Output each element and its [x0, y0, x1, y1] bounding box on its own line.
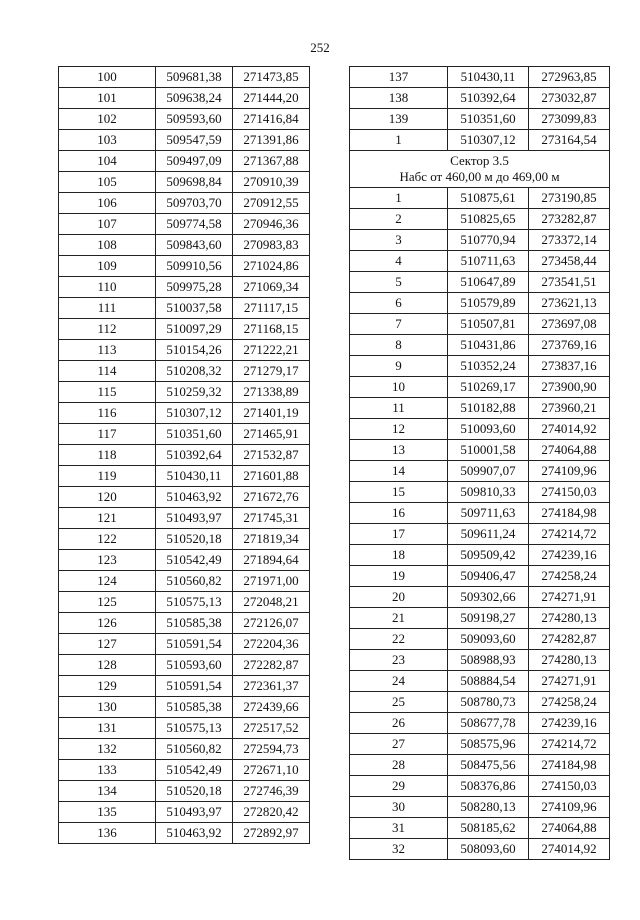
y-coordinate: 273164,54: [529, 130, 610, 151]
table-row: [350, 545, 610, 566]
point-number: 122: [59, 529, 156, 550]
point-number: 118: [59, 445, 156, 466]
point-number: 115: [59, 382, 156, 403]
point-number: 8: [350, 335, 448, 356]
table-row: [350, 650, 610, 671]
x-coordinate: 509907,07: [448, 461, 529, 482]
point-number: 100: [59, 67, 156, 88]
table-row: [59, 172, 310, 193]
y-coordinate: 272048,21: [233, 592, 310, 613]
table-row: [59, 655, 310, 676]
x-coordinate: 509497,09: [156, 151, 233, 172]
x-coordinate: 510351,60: [448, 109, 529, 130]
point-number: 104: [59, 151, 156, 172]
point-number: 109: [59, 256, 156, 277]
x-coordinate: 510520,18: [156, 781, 233, 802]
y-coordinate: 271416,84: [233, 109, 310, 130]
x-coordinate: 510542,49: [156, 550, 233, 571]
table-row: [350, 608, 610, 629]
point-number: 134: [59, 781, 156, 802]
point-number: 15: [350, 482, 448, 503]
table-row: [59, 277, 310, 298]
point-number: 133: [59, 760, 156, 781]
y-coordinate: 270983,83: [233, 235, 310, 256]
sector-header-row: [350, 151, 610, 188]
x-coordinate: 510431,86: [448, 335, 529, 356]
x-coordinate: 510542,49: [156, 760, 233, 781]
point-number: 106: [59, 193, 156, 214]
sector-title: Сектор 3.5: [450, 153, 509, 168]
y-coordinate: 271117,15: [233, 298, 310, 319]
table-row: [350, 776, 610, 797]
point-number: 1: [350, 188, 448, 209]
table-row: [350, 839, 610, 860]
x-coordinate: 510093,60: [448, 419, 529, 440]
y-coordinate: 274109,96: [529, 461, 610, 482]
point-number: 12: [350, 419, 448, 440]
table-row: [350, 818, 610, 839]
x-coordinate: 510825,65: [448, 209, 529, 230]
x-coordinate: 509681,38: [156, 67, 233, 88]
point-number: 6: [350, 293, 448, 314]
y-coordinate: 271971,00: [233, 571, 310, 592]
point-number: 4: [350, 251, 448, 272]
point-number: 22: [350, 629, 448, 650]
table-row: [59, 676, 310, 697]
table-row: [350, 482, 610, 503]
y-coordinate: 272594,73: [233, 739, 310, 760]
point-number: 113: [59, 340, 156, 361]
point-number: 28: [350, 755, 448, 776]
y-coordinate: 270946,36: [233, 214, 310, 235]
point-number: 25: [350, 692, 448, 713]
point-number: 1: [350, 130, 448, 151]
y-coordinate: 274282,87: [529, 629, 610, 650]
table-row: [350, 67, 610, 88]
point-number: 10: [350, 377, 448, 398]
table-row: [350, 398, 610, 419]
point-number: 20: [350, 587, 448, 608]
point-number: 27: [350, 734, 448, 755]
table-row: [59, 193, 310, 214]
table-row: [59, 550, 310, 571]
point-number: 105: [59, 172, 156, 193]
point-number: 107: [59, 214, 156, 235]
point-number: 129: [59, 676, 156, 697]
x-coordinate: 509611,24: [448, 524, 529, 545]
point-number: 110: [59, 277, 156, 298]
x-coordinate: 508677,78: [448, 713, 529, 734]
table-row: [350, 797, 610, 818]
y-coordinate: 272126,07: [233, 613, 310, 634]
table-row: [350, 440, 610, 461]
table-row: [59, 214, 310, 235]
table-row: [59, 529, 310, 550]
x-coordinate: 509198,27: [448, 608, 529, 629]
y-coordinate: 273621,13: [529, 293, 610, 314]
table-row: [59, 235, 310, 256]
y-coordinate: 274239,16: [529, 545, 610, 566]
table-row: [59, 592, 310, 613]
y-coordinate: 272671,10: [233, 760, 310, 781]
table-row: [59, 424, 310, 445]
table-row: [59, 781, 310, 802]
y-coordinate: 274184,98: [529, 503, 610, 524]
table-row: [59, 823, 310, 844]
y-coordinate: 273458,44: [529, 251, 610, 272]
x-coordinate: 510269,17: [448, 377, 529, 398]
table-row: [350, 755, 610, 776]
x-coordinate: 510585,38: [156, 613, 233, 634]
table-row: [350, 629, 610, 650]
point-number: 139: [350, 109, 448, 130]
x-coordinate: 510585,38: [156, 697, 233, 718]
table-row: [59, 130, 310, 151]
table-row: [59, 760, 310, 781]
table-row: [350, 230, 610, 251]
table-row: [350, 356, 610, 377]
point-number: 120: [59, 487, 156, 508]
point-number: 30: [350, 797, 448, 818]
x-coordinate: 508884,54: [448, 671, 529, 692]
y-coordinate: 273837,16: [529, 356, 610, 377]
point-number: 127: [59, 634, 156, 655]
y-coordinate: 271532,87: [233, 445, 310, 466]
table-row: [350, 314, 610, 335]
y-coordinate: 273190,85: [529, 188, 610, 209]
point-number: 103: [59, 130, 156, 151]
y-coordinate: 274271,91: [529, 671, 610, 692]
x-coordinate: 509593,60: [156, 109, 233, 130]
table-row: [350, 734, 610, 755]
y-coordinate: 271601,88: [233, 466, 310, 487]
y-coordinate: 271672,76: [233, 487, 310, 508]
y-coordinate: 271894,64: [233, 550, 310, 571]
x-coordinate: 510507,81: [448, 314, 529, 335]
y-coordinate: 274280,13: [529, 650, 610, 671]
x-coordinate: 510770,94: [448, 230, 529, 251]
y-coordinate: 273769,16: [529, 335, 610, 356]
point-number: 116: [59, 403, 156, 424]
x-coordinate: 509547,59: [156, 130, 233, 151]
point-number: 13: [350, 440, 448, 461]
y-coordinate: 271444,20: [233, 88, 310, 109]
point-number: 31: [350, 818, 448, 839]
table-row: [350, 209, 610, 230]
x-coordinate: 510208,32: [156, 361, 233, 382]
point-number: 14: [350, 461, 448, 482]
table-row: [59, 382, 310, 403]
x-coordinate: 508093,60: [448, 839, 529, 860]
table-row: [350, 293, 610, 314]
y-coordinate: 273099,83: [529, 109, 610, 130]
x-coordinate: 509703,70: [156, 193, 233, 214]
y-coordinate: 271024,86: [233, 256, 310, 277]
point-number: 7: [350, 314, 448, 335]
table-row: [59, 634, 310, 655]
table-row: [350, 461, 610, 482]
y-coordinate: 273541,51: [529, 272, 610, 293]
x-coordinate: 510430,11: [156, 466, 233, 487]
point-number: 137: [350, 67, 448, 88]
point-number: 135: [59, 802, 156, 823]
x-coordinate: 509509,42: [448, 545, 529, 566]
y-coordinate: 273900,90: [529, 377, 610, 398]
point-number: 19: [350, 566, 448, 587]
table-row: [350, 419, 610, 440]
x-coordinate: 509638,24: [156, 88, 233, 109]
y-coordinate: 274184,98: [529, 755, 610, 776]
point-number: 138: [350, 88, 448, 109]
table-row: [350, 130, 610, 151]
x-coordinate: 508475,56: [448, 755, 529, 776]
y-coordinate: 273960,21: [529, 398, 610, 419]
y-coordinate: 274214,72: [529, 734, 610, 755]
x-coordinate: 509302,66: [448, 587, 529, 608]
table-row: [350, 335, 610, 356]
y-coordinate: 274258,24: [529, 566, 610, 587]
table-row: [350, 272, 610, 293]
point-number: 26: [350, 713, 448, 734]
y-coordinate: 271338,89: [233, 382, 310, 403]
y-coordinate: 273282,87: [529, 209, 610, 230]
point-number: 136: [59, 823, 156, 844]
x-coordinate: 509093,60: [448, 629, 529, 650]
y-coordinate: 274064,88: [529, 818, 610, 839]
x-coordinate: 510259,32: [156, 382, 233, 403]
table-row: [59, 109, 310, 130]
y-coordinate: 272963,85: [529, 67, 610, 88]
x-coordinate: 510392,64: [448, 88, 529, 109]
table-row: [59, 697, 310, 718]
point-number: 114: [59, 361, 156, 382]
table-row: [350, 88, 610, 109]
point-number: 5: [350, 272, 448, 293]
point-number: 128: [59, 655, 156, 676]
x-coordinate: 510711,63: [448, 251, 529, 272]
y-coordinate: 273032,87: [529, 88, 610, 109]
x-coordinate: 510575,13: [156, 592, 233, 613]
point-number: 16: [350, 503, 448, 524]
table-row: [59, 802, 310, 823]
y-coordinate: 272439,66: [233, 697, 310, 718]
point-number: 130: [59, 697, 156, 718]
point-number: 131: [59, 718, 156, 739]
x-coordinate: 510097,29: [156, 319, 233, 340]
x-coordinate: 508280,13: [448, 797, 529, 818]
x-coordinate: 510037,58: [156, 298, 233, 319]
y-coordinate: 270912,55: [233, 193, 310, 214]
y-coordinate: 272892,97: [233, 823, 310, 844]
table-row: [350, 251, 610, 272]
x-coordinate: 509406,47: [448, 566, 529, 587]
x-coordinate: 508575,96: [448, 734, 529, 755]
table-row: [59, 718, 310, 739]
point-number: 123: [59, 550, 156, 571]
point-number: 9: [350, 356, 448, 377]
x-coordinate: 509910,56: [156, 256, 233, 277]
y-coordinate: 274214,72: [529, 524, 610, 545]
table-row: [59, 151, 310, 172]
x-coordinate: 510579,89: [448, 293, 529, 314]
x-coordinate: 510575,13: [156, 718, 233, 739]
table-row: [350, 377, 610, 398]
x-coordinate: 509774,58: [156, 214, 233, 235]
table-row: [350, 671, 610, 692]
point-number: 111: [59, 298, 156, 319]
y-coordinate: 274064,88: [529, 440, 610, 461]
x-coordinate: 510520,18: [156, 529, 233, 550]
x-coordinate: 510493,97: [156, 802, 233, 823]
table-row: [59, 319, 310, 340]
point-number: 21: [350, 608, 448, 629]
point-number: 3: [350, 230, 448, 251]
y-coordinate: 272820,42: [233, 802, 310, 823]
y-coordinate: 274150,03: [529, 776, 610, 797]
x-coordinate: 508988,93: [448, 650, 529, 671]
table-row: [59, 487, 310, 508]
y-coordinate: 274280,13: [529, 608, 610, 629]
table-row: [59, 67, 310, 88]
y-coordinate: 270910,39: [233, 172, 310, 193]
x-coordinate: 508185,62: [448, 818, 529, 839]
y-coordinate: 272204,36: [233, 634, 310, 655]
y-coordinate: 274258,24: [529, 692, 610, 713]
table-row: [59, 298, 310, 319]
y-coordinate: 272282,87: [233, 655, 310, 676]
y-coordinate: 271745,31: [233, 508, 310, 529]
coordinates-table-left: [58, 66, 310, 844]
table-row: [59, 340, 310, 361]
point-number: 24: [350, 671, 448, 692]
x-coordinate: 510593,60: [156, 655, 233, 676]
table-row: [350, 713, 610, 734]
x-coordinate: 510001,58: [448, 440, 529, 461]
y-coordinate: 272361,37: [233, 676, 310, 697]
point-number: 117: [59, 424, 156, 445]
y-coordinate: 272517,52: [233, 718, 310, 739]
point-number: 125: [59, 592, 156, 613]
table-row: [350, 503, 610, 524]
y-coordinate: 272746,39: [233, 781, 310, 802]
x-coordinate: 510591,54: [156, 634, 233, 655]
x-coordinate: 510307,12: [448, 130, 529, 151]
point-number: 18: [350, 545, 448, 566]
point-number: 11: [350, 398, 448, 419]
x-coordinate: 510392,64: [156, 445, 233, 466]
table-row: [350, 109, 610, 130]
point-number: 102: [59, 109, 156, 130]
x-coordinate: 510430,11: [448, 67, 529, 88]
coordinates-table-right: [349, 66, 610, 860]
sector-header: [350, 151, 610, 188]
table-row: [59, 361, 310, 382]
x-coordinate: 510875,61: [448, 188, 529, 209]
point-number: 2: [350, 209, 448, 230]
table-row: [59, 88, 310, 109]
x-coordinate: 510560,82: [156, 571, 233, 592]
x-coordinate: 509975,28: [156, 277, 233, 298]
x-coordinate: 509810,33: [448, 482, 529, 503]
point-number: 108: [59, 235, 156, 256]
y-coordinate: 273697,08: [529, 314, 610, 335]
y-coordinate: 271401,19: [233, 403, 310, 424]
y-coordinate: 274150,03: [529, 482, 610, 503]
x-coordinate: 509711,63: [448, 503, 529, 524]
x-coordinate: 510463,92: [156, 823, 233, 844]
table-row: [350, 566, 610, 587]
point-number: 29: [350, 776, 448, 797]
point-number: 112: [59, 319, 156, 340]
x-coordinate: 510352,24: [448, 356, 529, 377]
page-number: 252: [310, 40, 330, 55]
y-coordinate: 271465,91: [233, 424, 310, 445]
y-coordinate: 271168,15: [233, 319, 310, 340]
y-coordinate: 271222,21: [233, 340, 310, 361]
y-coordinate: 274109,96: [529, 797, 610, 818]
y-coordinate: 271367,88: [233, 151, 310, 172]
point-number: 119: [59, 466, 156, 487]
y-coordinate: 273372,14: [529, 230, 610, 251]
x-coordinate: 510463,92: [156, 487, 233, 508]
y-coordinate: 271391,86: [233, 130, 310, 151]
y-coordinate: 271473,85: [233, 67, 310, 88]
point-number: 132: [59, 739, 156, 760]
x-coordinate: 509843,60: [156, 235, 233, 256]
x-coordinate: 510560,82: [156, 739, 233, 760]
x-coordinate: 510493,97: [156, 508, 233, 529]
table-row: [350, 587, 610, 608]
point-number: 121: [59, 508, 156, 529]
x-coordinate: 508376,86: [448, 776, 529, 797]
y-coordinate: 274271,91: [529, 587, 610, 608]
y-coordinate: 271819,34: [233, 529, 310, 550]
table-row: [59, 739, 310, 760]
table-row: [350, 188, 610, 209]
table-row: [59, 571, 310, 592]
table-row: [59, 613, 310, 634]
y-coordinate: 274239,16: [529, 713, 610, 734]
table-row: [59, 403, 310, 424]
y-coordinate: 271279,17: [233, 361, 310, 382]
table-row: [350, 692, 610, 713]
table-row: [350, 524, 610, 545]
point-number: 23: [350, 650, 448, 671]
x-coordinate: 509698,84: [156, 172, 233, 193]
point-number: 126: [59, 613, 156, 634]
y-coordinate: 274014,92: [529, 419, 610, 440]
table-row: [59, 466, 310, 487]
point-number: 124: [59, 571, 156, 592]
x-coordinate: 510591,54: [156, 676, 233, 697]
x-coordinate: 510182,88: [448, 398, 529, 419]
point-number: 32: [350, 839, 448, 860]
table-row: [59, 508, 310, 529]
x-coordinate: 510154,26: [156, 340, 233, 361]
point-number: 17: [350, 524, 448, 545]
y-coordinate: 271069,34: [233, 277, 310, 298]
x-coordinate: 510647,89: [448, 272, 529, 293]
x-coordinate: 510351,60: [156, 424, 233, 445]
sector-subtitle: Набс от 460,00 м до 469,00 м: [399, 169, 560, 184]
table-row: [59, 445, 310, 466]
y-coordinate: 274014,92: [529, 839, 610, 860]
x-coordinate: 510307,12: [156, 403, 233, 424]
x-coordinate: 508780,73: [448, 692, 529, 713]
point-number: 101: [59, 88, 156, 109]
table-row: [59, 256, 310, 277]
